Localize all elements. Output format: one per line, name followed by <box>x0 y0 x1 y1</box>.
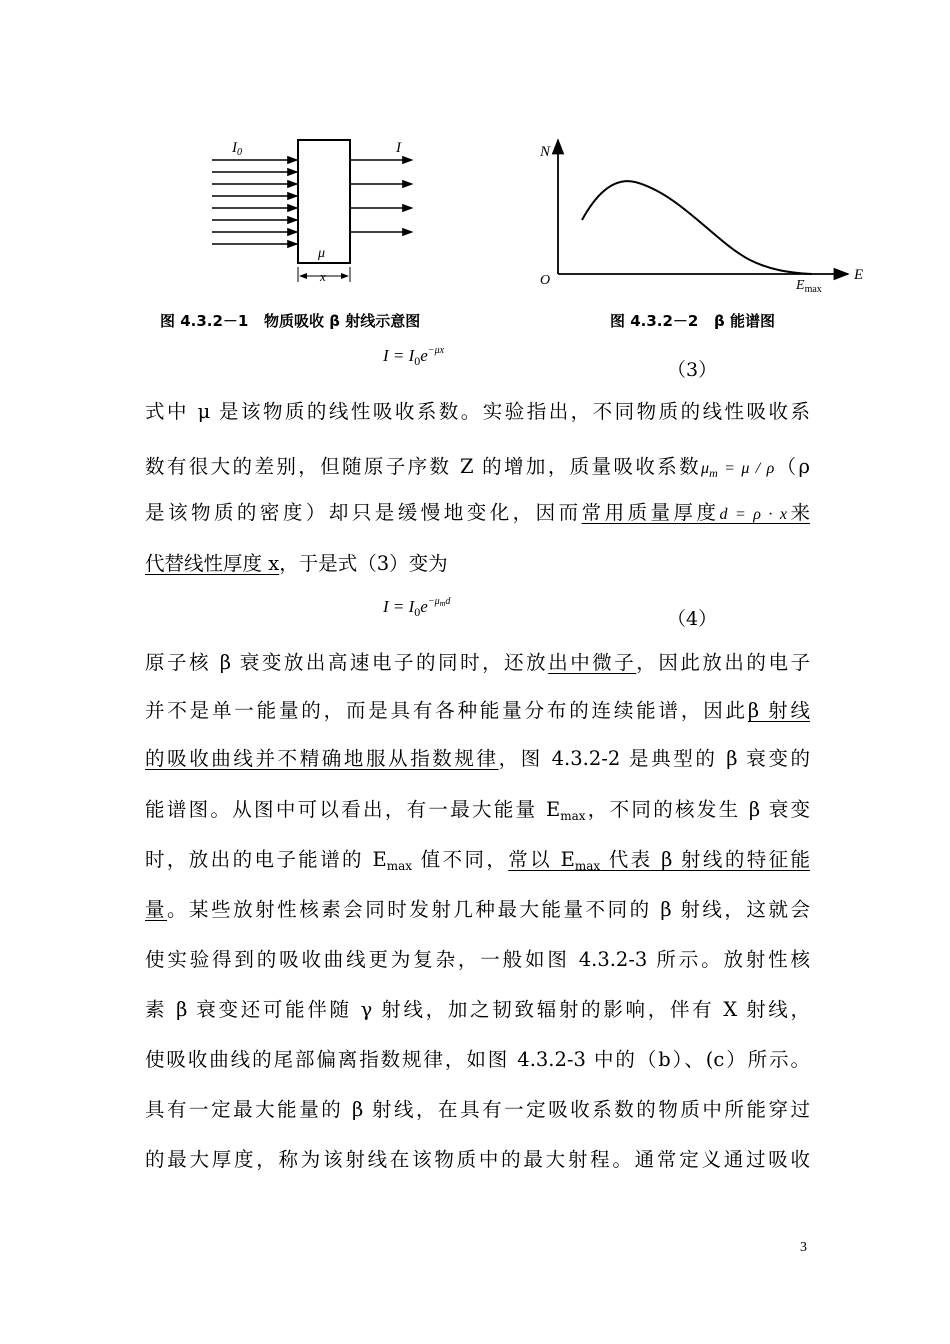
label-incident-intensity: $I_0$ <box>232 140 242 158</box>
axis-label-n: N <box>540 144 551 160</box>
para2-line5: 时，放出的电子能谱的 $E_{max}$ 值不同，常以 $E_{max}$ 代表 β 射线的特征能 <box>145 848 810 873</box>
para2-line9: 使吸收曲线的尾部偏离指数规律，如图 4.3.2-3 中的（b）、(c）所示。 <box>145 1048 810 1071</box>
para2-line7: 使实验得到的吸收曲线更为复杂，一般如图 4.3.2-3 所示。放射性核 <box>145 948 810 971</box>
incident-beam-arrows <box>212 160 297 244</box>
page-number: 3 <box>800 1240 807 1255</box>
inline-math-mu-m: $\mu_m = \mu / \rho$ <box>701 460 775 480</box>
label-thickness-x: x <box>320 269 326 284</box>
para2-line4: 能谱图。从图中可以看出，有一最大能量 $E_{max}$，不同的核发生 β 衰变 <box>145 798 810 823</box>
para2-line1: 原子核 β 衰变放出高速电子的同时，还放出中微子，因此放出的电子 <box>145 651 810 674</box>
inline-math-d-rho-x: d = ρ · x <box>719 506 787 523</box>
para2-line3: 的吸收曲线并不精确地服从指数规律，图 4.3.2-2 是典型的 β 衰变的 <box>145 747 810 770</box>
equation-3-number: （3） <box>667 359 718 381</box>
transmitted-beam-arrows <box>351 160 412 232</box>
figure1-caption: 图 4.3.2－1 物质吸收 β 射线示意图 <box>160 312 421 330</box>
para1-line4: 代替线性厚度 x，于是式（3）变为 <box>145 552 448 575</box>
figure2-caption: 图 4.3.2－2 β 能谱图 <box>610 312 775 330</box>
spectrum-curve <box>582 181 812 274</box>
para1-line1: 式中 μ 是该物质的线性吸收系数。实验指出，不同物质的线性吸收系 <box>145 400 810 423</box>
figure-absorption-schematic <box>200 130 430 290</box>
emax-label: $E_{max}$ <box>796 278 822 295</box>
equation-4: $I = I_0e^{-\mu_md}$ <box>383 596 451 619</box>
para2-line10: 具有一定最大能量的 β 射线，在具有一定吸收系数的物质中所能穿过 <box>145 1098 810 1121</box>
para1-line3: 是该物质的密度）却只是缓慢地变化，因而常用质量厚度d = ρ · x来 <box>145 501 810 524</box>
equation-4-number: （4） <box>667 608 718 630</box>
axis-label-e: E <box>854 267 864 283</box>
label-mu: μ <box>318 246 326 261</box>
figure-beta-spectrum <box>530 132 875 300</box>
equation-3: $I = I_0e^{-\mu x}$ <box>383 345 445 368</box>
para1-line2: 数有很大的差别，但随原子序数 Z 的增加，质量吸收系数$\mu_m = \mu / \rho(\rho$ <box>145 455 811 480</box>
label-transmitted-intensity: I <box>396 140 401 156</box>
origin-label: O <box>540 273 551 288</box>
absorber-slab <box>298 140 350 263</box>
para2-line6: 量。某些放射性核素会同时发射几种最大能量不同的 β 射线，这就会 <box>145 898 810 921</box>
para2-line11: 的最大厚度，称为该射线在该物质中的最大射程。通常定义通过吸收 <box>145 1148 810 1171</box>
para2-line2: 并不是单一能量的，而是具有各种能量分布的连续能谱，因此β 射线 <box>145 699 810 722</box>
para2-line8: 素 β 衰变还可能伴随 γ 射线，加之韧致辐射的影响，伴有 X 射线， <box>145 998 810 1021</box>
